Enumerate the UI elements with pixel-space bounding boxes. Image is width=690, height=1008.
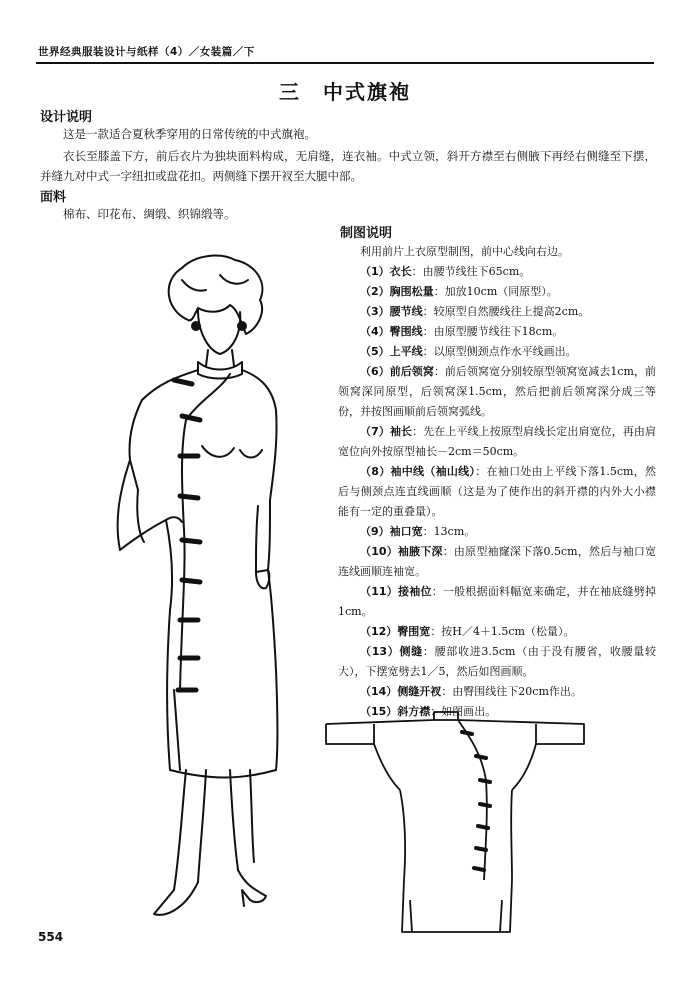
drafting-note-item <box>338 342 656 362</box>
drafting-note-item <box>338 622 656 642</box>
note-number: （9） <box>360 525 390 538</box>
note-label: 袖中线（袖山线） <box>390 465 476 478</box>
note-number: （8） <box>360 465 391 478</box>
fabric-heading: 面料 <box>40 190 67 205</box>
note-label: 衣长 <box>389 265 412 278</box>
design-paragraph-1: 这是一款适合夏秋季穿用的日常传统的中式旗袍。 <box>63 127 316 141</box>
note-text: ：13cm。 <box>422 525 476 538</box>
note-text: ：一般根据面料幅宽来确定，并在袖底缝劈掉1cm。 <box>338 585 657 618</box>
note-number: （5） <box>360 345 390 358</box>
note-label: 接袖位 <box>398 585 432 598</box>
drafting-note-item <box>338 462 656 522</box>
note-text: ：以原型侧颈点作水平线画出。 <box>422 345 577 358</box>
note-number: （11） <box>360 585 398 598</box>
note-text: ：由原型袖窿深下落0.5cm，然后与袖口宽连线画顺连袖宽。 <box>338 545 657 578</box>
note-text: ：较原型自然腰线往上提高2cm。 <box>422 305 590 318</box>
drafting-note-item <box>338 642 656 682</box>
drafting-note-item <box>338 582 656 622</box>
note-number: （15） <box>360 705 398 718</box>
note-text: ：加放10cm（同原型）。 <box>433 285 558 298</box>
page-title: 三 中式旗袍 <box>279 80 411 104</box>
note-number: （3） <box>360 305 390 318</box>
note-number: （12） <box>360 625 398 638</box>
note-number: （4） <box>360 325 390 338</box>
note-text: ：如图画出。 <box>430 705 497 718</box>
note-number: （13） <box>360 645 400 658</box>
page-number: 554 <box>38 930 64 944</box>
design-heading: 设计说明 <box>40 110 93 125</box>
note-label: 侧缝开衩 <box>397 685 442 698</box>
drafting-note-item <box>338 682 656 702</box>
drafting-note-item <box>338 522 656 542</box>
note-text: ：由腰节线往下65cm。 <box>411 265 531 278</box>
header-rule <box>36 62 654 64</box>
drafting-note-item <box>338 262 656 282</box>
note-label: 臀围线 <box>389 325 423 338</box>
note-label: 腰节线 <box>389 305 423 318</box>
note-label: 袖口宽 <box>389 525 423 538</box>
note-number: （14） <box>360 685 398 698</box>
qipao-fashion-illustration <box>70 250 340 930</box>
note-text: ：先在上平线上按原型肩线长定出肩宽位，再由肩宽位向外按原型袖长－2cm＝50cm。 <box>338 425 657 458</box>
note-label: 臀围宽 <box>397 625 431 638</box>
note-text: ：按H／4＋1.5cm（松量）。 <box>430 625 575 638</box>
note-number: （10） <box>360 545 398 558</box>
note-text: ：腰部收进3.5cm（由于没有腰省，收腰量较大），下摆宽劈去1／5，然后如图画顺。 <box>338 645 656 678</box>
drafting-note-item <box>338 422 656 462</box>
drafting-note-item <box>338 282 656 302</box>
note-number: （7） <box>360 425 390 438</box>
drafting-heading: 制图说明 <box>340 226 393 241</box>
note-number: （2） <box>360 285 390 298</box>
note-label: 袖腋下深 <box>397 545 443 558</box>
note-text: ：由臀围线往下20cm作出。 <box>441 685 582 698</box>
note-label: 袖长 <box>389 425 413 438</box>
drafting-note-item <box>338 322 656 342</box>
drafting-note-item <box>338 362 656 422</box>
note-text: ：在袖口处由上平线下落1.5cm，然后与侧颈点连直线画顺（这是为了使作出的斜开襟的内外大小襟能有一定的重叠量）。 <box>338 465 656 518</box>
drafting-note-item <box>338 542 656 582</box>
note-text: ：前后领窝宽分别较原型领窝宽减去1cm，前领窝深同原型，后领窝深1.5cm，然后把前后领窝深分成三等份，并按图画顺前后领窝弧线。 <box>338 365 657 418</box>
running-header: 世界经典服装设计与纸样（4）／女装篇／下 <box>38 46 255 58</box>
note-number: （6） <box>360 365 390 378</box>
note-number: （1） <box>360 265 390 278</box>
drafting-intro: 利用前片上衣原型制图，前中心线向右边。 <box>360 245 569 258</box>
drafting-note-item <box>338 302 656 322</box>
note-label: 胸围松量 <box>389 285 434 298</box>
note-label: 斜方襟 <box>397 705 431 718</box>
qipao-flat-sketch <box>322 710 612 950</box>
drafting-notes <box>338 242 656 722</box>
fabric-text: 棉布、印花布、绸缎、织锦缎等。 <box>63 207 236 221</box>
note-text: ：由原型腰节线往下18cm。 <box>422 325 564 338</box>
note-label: 侧缝 <box>399 645 423 658</box>
note-label: 前后领窝 <box>389 365 434 378</box>
design-paragraph-2: 衣长至膝盖下方，前后衣片为独块面料构成，无肩缝，连衣袖。中式立领，斜开方襟至右侧腋下再经右侧缝至下摆，并缝九对中式一字纽扣或盘花扣。两侧缝下摆开衩至大腿中部。 <box>40 149 656 183</box>
note-label: 上平线 <box>389 345 423 358</box>
